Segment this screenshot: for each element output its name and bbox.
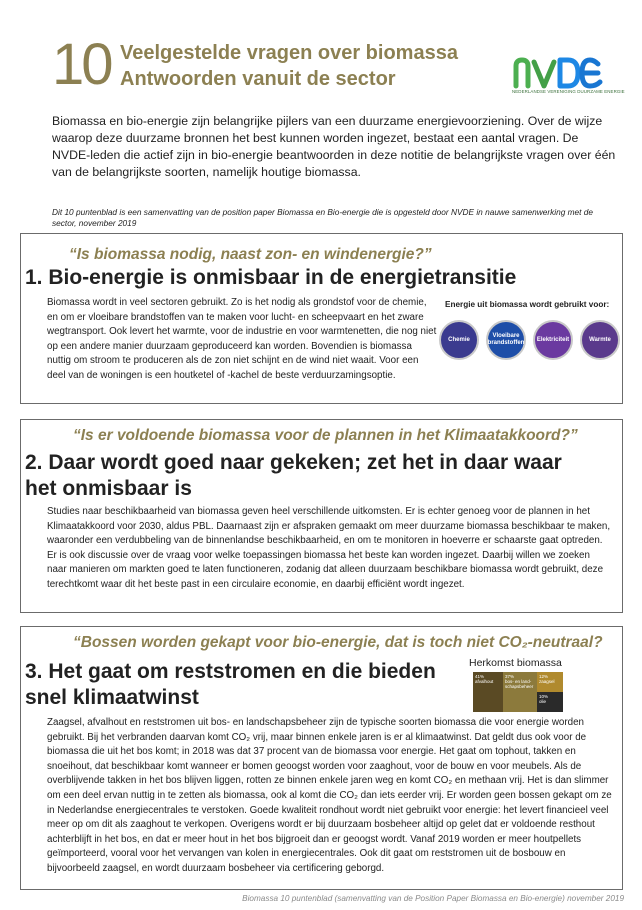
section-2-body: Studies naar beschikbaarheid van biomassa geven heel verschillende uitkomsten. Er is echter genoeg voor de plannen in het Klimaatakkoord voor 2030, aldus PBL. Daarnaast zijn er afspraken gemaakt om meer duurzame biomassa beschikbaar te maken, waaronder een verdubbeling van de binnenlandse beschikbaarheid, en om te monitoren in hoeverre er schaarste gaat optreden. Er is ook discussie over de vraag voor welke toepassingen biomassa het beste kan worden ingezet. Daarbij willen we zoeken naar manieren om markten goed te laten functioneren, zodanig dat alleen duurzaam beschikbare biomassa wordt gebruikt, deze terechtkomt waar dit het beste past in een circulaire economie, en daarbij efficiënt wordt ingezet. — [47, 506, 611, 590]
herkomst-segment-olie — [537, 692, 563, 712]
section-2 — [20, 419, 623, 613]
herkomst-label: olie — [539, 699, 547, 705]
section-1 — [20, 233, 623, 404]
usage-label: Elektriciteit — [536, 336, 570, 343]
section-3 — [20, 626, 623, 890]
herkomst-percent: 12% — [539, 674, 549, 679]
big-number: 10 — [52, 32, 111, 97]
usage-title: Energie uit biomassa wordt gebruikt voor: — [445, 300, 610, 309]
page-footer: Biomassa 10 puntenblad (samenvatting van de Position Paper Biomassa en Bio-energie) november 2019 — [242, 894, 624, 903]
section-2-heading: 2. Daar wordt goed naar gekeken; zet het in daar waar het onmisbaar is — [25, 451, 562, 500]
title-line-1: Veelgestelde vragen over biomassa — [120, 42, 458, 64]
herkomst-percent: 37% — [505, 674, 515, 679]
herkomst-label: afvalhout — [475, 679, 494, 685]
nvde-logo-mark — [512, 56, 612, 90]
herkomst-label: zaagsel — [539, 679, 555, 685]
section-1-body: Biomassa wordt in veel sectoren gebruikt. Zo is het nodig als grondstof voor de chemie, en om er vloeibare brandstoffen van te maken voor lucht- en scheepvaart en het zware wegtransport. Ook levert het warmte, voor de industrie en voor warmtenetten, die nog niet op een andere manier duurzaam geproduceerd kan worden. Bovendien is biomassa nuttig om stroom te produceren als de zon niet schijnt en de wind niet waait. Voor een deel van de woningen is een houtketel of -kachel de beste verduurzamingsoptie. — [47, 297, 437, 381]
usage-circle-elektriciteit — [533, 320, 573, 360]
herkomst-title: Herkomst biomassa — [469, 657, 562, 669]
usage-circle-brandstoffen — [486, 320, 526, 360]
section-2-question: “Is er voldoende biomassa voor de plannen in het Klimaatakkoord?” — [73, 427, 578, 444]
usage-circle-chemie — [439, 320, 479, 360]
section-3-heading: 3. Het gaat om reststromen en die bieden snel klimaatwinst — [25, 660, 436, 709]
usage-label: Warmte — [589, 336, 611, 343]
intro-paragraph: Biomassa en bio-energie zijn belangrijke pijlers van een duurzame energievoorziening. Over de wijze waarop deze duurzame bronnen het best kunnen worden ingezet, bestaat een aantal vragen. De NVDE-leden die actief zijn in bio-energie beantwoorden in deze notitie de belangrijkste vragen over één van de belangrijkste soorten, namelijk houtige biomassa. — [52, 114, 616, 179]
section-1-question: “Is biomassa nodig, naast zon- en windenergie?” — [69, 246, 432, 263]
herkomst-percent: 10% — [539, 694, 549, 699]
herkomst-chart — [473, 672, 573, 712]
herkomst-segment-bosbeheer — [503, 672, 537, 712]
usage-circle-warmte — [580, 320, 620, 360]
section-3-question: “Bossen worden gekapt voor bio-energie, dat is toch niet CO₂-neutraal? — [73, 634, 603, 651]
herkomst-label: bos- en land-schapsbeheer — [505, 679, 534, 690]
herkomst-percent: 41% — [475, 674, 485, 679]
usage-label: Vloeibare brandstoffen — [487, 333, 525, 346]
title-line-2: Antwoorden vanuit de sector — [120, 68, 396, 90]
usage-label: Chemie — [448, 336, 470, 343]
section-1-heading: 1. Bio-energie is onmisbaar in de energietransitie — [25, 266, 517, 289]
herkomst-segment-afvalhout — [473, 672, 503, 712]
nvde-logo — [512, 56, 625, 100]
intro-note: Dit 10 puntenblad is een samenvatting van de position paper Biomassa en Bio-energie die is opgesteld door NVDE in nauwe samenwerking met de sector, november 2019 — [52, 207, 594, 228]
usage-circles — [439, 320, 621, 366]
herkomst-segment-zaagsel — [537, 672, 563, 692]
section-3-body: Zaagsel, afvalhout en reststromen uit bos- en landschapsbeheer zijn de typische soorten biomassa die voor energie worden gebruikt. Bij het verbranden daarvan komt CO₂ vrij, maar binnen enkele jaren is er al klimaatwinst. Dat geldt dus ook voor de biomassa die uit het bos komt; in 2018 was dat 37 procent van de biomassa voor energie. Het gaat om tophout, takken en snoeihout, dat beschikbaar komt wanneer er bomen geoogst worden voor zaaghout, voor de bouw en voor meubels. Als de overblijvende takken in het bos blijven liggen, rotten ze binnen enkele jaren weg en komt CO₂ en methaan vrij. Het is dan slimmer om een deel ervan nuttig in te zetten als biomassa, ook al komt die CO₂ dan iets eerder vrij. Er worden geen bossen gekapt om ze in Nederlandse energiecentrales te verstoken. Goede kwaliteit rondhout wordt niet gebruikt voor energie: het levert financieel veel meer op om dit als zaaghout te verkopen. Overigens wordt er bij duurzaam bosbeheer altijd op gelet dat er voldoende resthout achterblijft in het bos, en dat er meer hout in het bos bijgroeit dan er geoogst wordt. Vanaf 2019 worden er meer houtpellets geïmporteerd, vooral voor het vervangen van kolen in energiecentrales. Ook dit gaat om reststromen uit de bosbouw en bijvoorbeeld zaagsel, en wordt duurzaam bosbeheer via certificering geborgd. — [47, 717, 612, 874]
logo-tagline: NEDERLANDSE VERENIGING DUURZAME ENERGIE — [512, 89, 625, 94]
